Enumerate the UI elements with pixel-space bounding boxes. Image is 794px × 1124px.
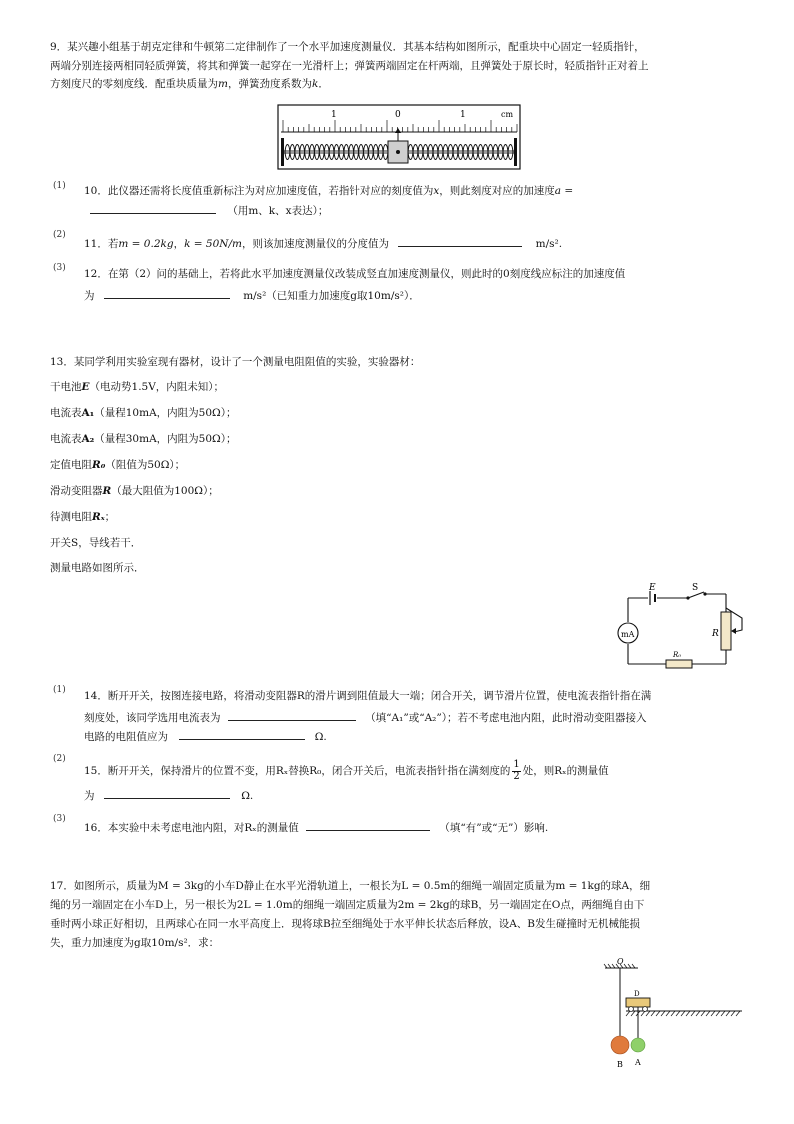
- q10-text2: ，则此刻度对应的加速度: [439, 185, 555, 197]
- q17-line4: 失，重力加速度为g取10m/s²．求：: [50, 937, 220, 949]
- q14-line3-post: Ω.: [314, 731, 327, 743]
- circuit-diagram: [610, 578, 750, 678]
- q10-line2: [90, 202, 328, 218]
- q15-unit: Ω.: [241, 790, 254, 802]
- item-name: 待测电阻: [50, 511, 92, 523]
- item-symbol: E: [81, 381, 90, 393]
- q13-intro: 13．某同学利用实验室现有器材，设计了一个测量电阻阻值的实验，实验器材：: [50, 356, 421, 368]
- q10-hint: （用m、k、x表达）；: [227, 205, 329, 217]
- item-desc: （电动势1.5V，内阻未知）；: [89, 381, 225, 393]
- q12-answer-blank[interactable]: [104, 287, 230, 299]
- q10-x: x: [433, 185, 440, 197]
- item-desc: （量程30mA，内阻为50Ω）；: [94, 433, 237, 445]
- q16-line: [84, 819, 548, 835]
- q14-line2-pre: 刻度处，该同学选用电流表为: [84, 712, 221, 724]
- q17-line3: 垂时两小球正好相切，且两球心在同一水平高度上．现将球B拉至细绳处于水平伸长状态后释放，设A、B发生碰撞时无机械能损: [50, 918, 641, 930]
- q17-line2: 绳的另一端固定在小车D上，另一根长为2L = 1.0m的细绳一端固定质量为2m = 2kg的球B，另一端固定在O点，两细绳自由下: [50, 899, 645, 911]
- sub-marker-1: (1): [53, 181, 66, 191]
- q15-pre: 15．断开开关，保持滑片的位置不变，用Rₓ替换R₀，闭合开关后，电流表指针指在满刻度的: [84, 765, 511, 777]
- q9-line3-mid: ，弹簧劲度系数为: [227, 78, 312, 90]
- item-symbol: R₀: [92, 459, 106, 471]
- item-name: 干电池: [50, 381, 82, 393]
- q13-circuit-desc: 测量电路如图所示．: [50, 562, 145, 574]
- fraction-numerator: 1: [513, 759, 520, 770]
- label-e: E: [649, 583, 656, 593]
- label-a: A: [635, 1058, 641, 1067]
- q9-line1: 9．某兴趣小组基于胡克定律和牛顿第二定律制作了一个水平加速度测量仪．其基本结构如图所示，配重块中心固定一轻质指针，: [50, 41, 645, 53]
- sub-marker-2: (2): [53, 230, 66, 240]
- resistor-r0: [666, 660, 692, 668]
- item-symbol: R: [102, 485, 112, 497]
- ruler-label-right-1: 1: [460, 110, 466, 120]
- sub-marker-2b: (2): [53, 754, 66, 764]
- q9-k: k: [311, 78, 319, 90]
- label-b: B: [617, 1060, 623, 1069]
- q15-post: 处，则Rₓ的测量值: [522, 765, 609, 777]
- q16-pre: 16．本实验中未考虑电池内阻，对Rₓ的测量值: [84, 822, 299, 834]
- q14-line3: [84, 728, 327, 744]
- ruler-label-unit: cm: [501, 110, 514, 119]
- cart-wheel-left: [629, 1007, 634, 1012]
- q9-line3: [50, 78, 329, 91]
- q11-line: 11．若m = 0.2kg，k = 50N/m，则该加速度测量仪的分度值为 m/s².: [84, 235, 562, 251]
- q12-unit: m/s²: [243, 290, 267, 302]
- item-name: 电流表: [50, 407, 82, 419]
- right-wall: [514, 138, 517, 166]
- q12-line2: [84, 287, 420, 303]
- item-symbol: A₁: [81, 407, 95, 419]
- q17-line1: 17．如图所示，质量为M = 3kg的小车D静止在水平光滑轨道上，一根长为L = 0.5m的细绳一端固定质量为m = 1kg的球A，细: [50, 880, 651, 892]
- q14-line2: [84, 709, 647, 725]
- item-desc: （阻值为50Ω）；: [105, 459, 186, 471]
- q9-line2: 两端分别连接两相同轻质弹簧，将其和弹簧一起穿在一光滑杆上；弹簧两端固定在杆两端，且弹簧处于原长时，轻质指针正对着上: [50, 60, 649, 72]
- q12-wei: 为: [84, 290, 95, 302]
- q15-wei: 为: [84, 790, 95, 802]
- q11-k: k = 50N/m: [184, 238, 242, 250]
- q15-line1: [84, 760, 609, 782]
- rheostat: [721, 612, 731, 650]
- item-name: 电流表: [50, 433, 82, 445]
- q10-a: a =: [554, 185, 574, 197]
- sub-marker-1b: (1): [53, 685, 66, 695]
- q16-post: （填“有”或“无”）影响.: [439, 822, 549, 834]
- item-name: 滑动变阻器: [50, 485, 103, 497]
- q14-line1: 14．断开开关，按图连接电路，将滑动变阻器R的滑片调到阻值最大一端；闭合开关，调节滑片位置，使电流表指针指在满: [84, 690, 652, 702]
- q11-answer-blank[interactable]: [398, 235, 522, 247]
- q11-m: m = 0.2kg: [118, 238, 174, 250]
- q14-ammeter-blank[interactable]: [228, 709, 356, 721]
- item-desc: （量程10mA，内阻为50Ω）；: [94, 407, 237, 419]
- q9-line3-pre: 方刻度尺的零刻度线．配重块质量为: [50, 78, 218, 90]
- item-desc: （最大阻值为100Ω）；: [111, 485, 219, 497]
- label-d: D: [634, 990, 640, 998]
- q12-line1: 12．在第（2）问的基础上，若将此水平加速度测量仪改装成竖直加速度测量仪，则此时的0刻度线应标注的加速度值: [84, 268, 626, 280]
- cart-d: [626, 998, 650, 1007]
- label-r0: R₀: [673, 651, 682, 659]
- q11-mid: ，则该加速度测量仪的分度值为: [241, 238, 389, 250]
- q13-item-battery: [50, 381, 224, 394]
- label-s: S: [692, 583, 699, 593]
- q11-unit: m/s².: [535, 238, 563, 250]
- q16-answer-blank[interactable]: [306, 819, 430, 831]
- item-symbol: A₂: [81, 433, 95, 445]
- q9-line3-end: ．: [318, 78, 329, 90]
- ammeter-label: mA: [621, 630, 635, 639]
- q10-line1: [84, 185, 573, 198]
- q14-resistance-blank[interactable]: [179, 728, 305, 740]
- label-r: R: [712, 629, 719, 639]
- sub-marker-3b: (3): [53, 814, 66, 824]
- sub-marker-3: (3): [53, 263, 66, 273]
- q10-answer-blank[interactable]: [90, 202, 216, 214]
- q13-switch: 开关S，导线若干．: [50, 537, 142, 549]
- block-center: [396, 150, 400, 154]
- item-desc: ；: [104, 511, 116, 523]
- q10-text: 10．此仪器还需将长度值重新标注为对应加速度值，若指针对应的刻度值为: [84, 185, 434, 197]
- ruler-label-left-1: 1: [331, 110, 337, 120]
- q14-line3-pre: 电路的电阻值应为: [84, 731, 168, 743]
- q9-m: m: [218, 78, 228, 90]
- label-o: O: [617, 957, 624, 966]
- fraction-half: [512, 760, 520, 782]
- q13-item-rheostat: [50, 485, 219, 498]
- q13-item-ammeter1: [50, 407, 236, 420]
- item-symbol: Rₓ: [92, 511, 105, 523]
- left-wall: [281, 138, 284, 166]
- accelerometer-diagram: [277, 104, 521, 170]
- q13-item-rx: [50, 511, 115, 524]
- fraction-denominator: 2: [513, 770, 520, 782]
- q14-line2-post: （填“A₁”或“A₂”）；若不考虑电池内阻，此时滑动变阻器接入: [365, 712, 647, 724]
- ball-a: [631, 1038, 645, 1052]
- item-name: 定值电阻: [50, 459, 92, 471]
- q15-line2: [84, 787, 253, 803]
- q11-pre: 11．若: [84, 238, 119, 250]
- pendulum-diagram: [600, 954, 750, 1074]
- cart-wheel-right: [643, 1007, 648, 1012]
- q13-item-r0: [50, 459, 185, 472]
- q12-hint: （已知重力加速度g取10m/s²）．: [266, 290, 420, 302]
- q15-answer-blank[interactable]: [104, 787, 230, 799]
- ball-b: [611, 1036, 629, 1054]
- ruler-label-zero: 0: [395, 110, 401, 120]
- q13-item-ammeter2: [50, 433, 236, 446]
